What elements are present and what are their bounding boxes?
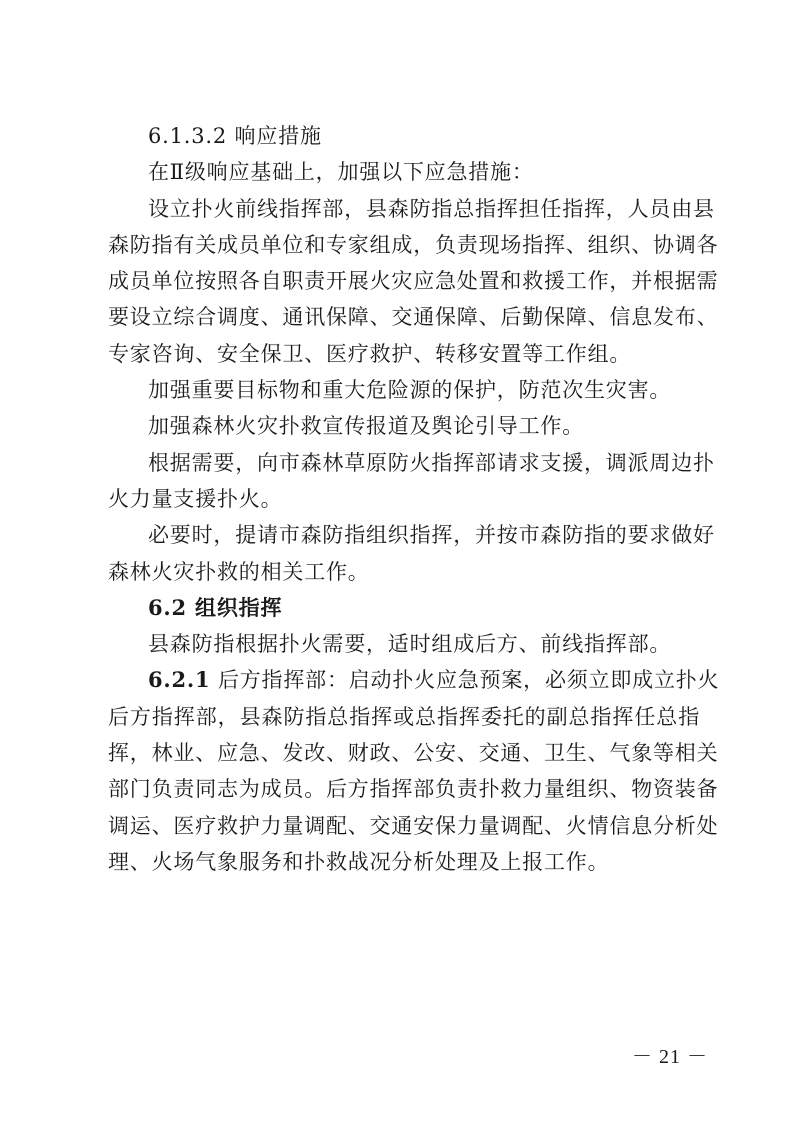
page-number: － 21 － — [632, 1046, 708, 1068]
paragraph-2-line-2: 森防指有关成员单位和专家组成，负责现场指挥、组织、协调各 — [108, 232, 719, 257]
document-body — [108, 118, 720, 880]
subsection-label-6-2-1: 6.2.1 — [148, 667, 211, 693]
paragraph-2-line-5: 专家咨询、安全保卫、医疗救护、转移安置等工作组。 — [108, 341, 632, 366]
paragraph-8-line-2: 后方指挥部，县森防指总指挥或总指挥委托的副总指挥任总指 — [108, 704, 700, 729]
section-heading-6-1-3-2: 6.1.3.2 响应措施 — [148, 124, 322, 148]
paragraph-5-line-2: 火力量支援扑火。 — [108, 486, 283, 511]
paragraph-1-line-1: 在Ⅱ级响应基础上，加强以下应急措施： — [148, 160, 534, 185]
paragraph-7-line-1: 县森防指根据扑火需要，适时组成后方、前线指挥部。 — [148, 632, 672, 657]
paragraph-8-line-1 — [108, 662, 720, 698]
paragraph-4-line-1: 加强森林火灾扑救宣传报道及舆论引导工作。 — [148, 414, 584, 439]
paragraph-8-line-3: 挥，林业、应急、发改、财政、公安、交通、卫生、气象等相关 — [108, 741, 719, 766]
paragraph-2-line-4: 要设立综合调度、通讯保障、交通保障、后勤保障、信息发布、 — [108, 305, 719, 330]
paragraph-8-line-6: 理、火场气象服务和扑救战况分析处理及上报工作。 — [108, 849, 610, 874]
paragraph-8-line-4: 部门负责同志为成员。后方指挥部负责扑救力量组织、物资装备 — [108, 777, 719, 802]
paragraph-8-line-5: 调运、医疗救护力量调配、交通安保力量调配、火情信息分析处 — [108, 813, 719, 838]
paragraph-5-line-1: 根据需要，向市森林草原防火指挥部请求支援，调派周边扑 — [148, 450, 715, 475]
paragraph-2-line-3: 成员单位按照各自职责开展火灾应急处置和救援工作，并根据需 — [108, 269, 719, 294]
paragraph-6-line-1: 必要时，提请市森防指组织指挥，并按市森防指的要求做好 — [148, 523, 715, 548]
paragraph-2-line-1: 设立扑火前线指挥部，县森防指总指挥担任指挥，人员由县 — [148, 196, 715, 221]
section-heading-6-2: 6.2 组织指挥 — [148, 594, 283, 620]
paragraph-8-line-1-text: 后方指挥部：启动扑火应急预案，必须立即成立扑火 — [210, 668, 720, 693]
paragraph-6-line-2: 森林火灾扑救的相关工作。 — [108, 559, 370, 584]
paragraph-3-line-1: 加强重要目标物和重大危险源的保护，防范次生灾害。 — [148, 378, 672, 403]
